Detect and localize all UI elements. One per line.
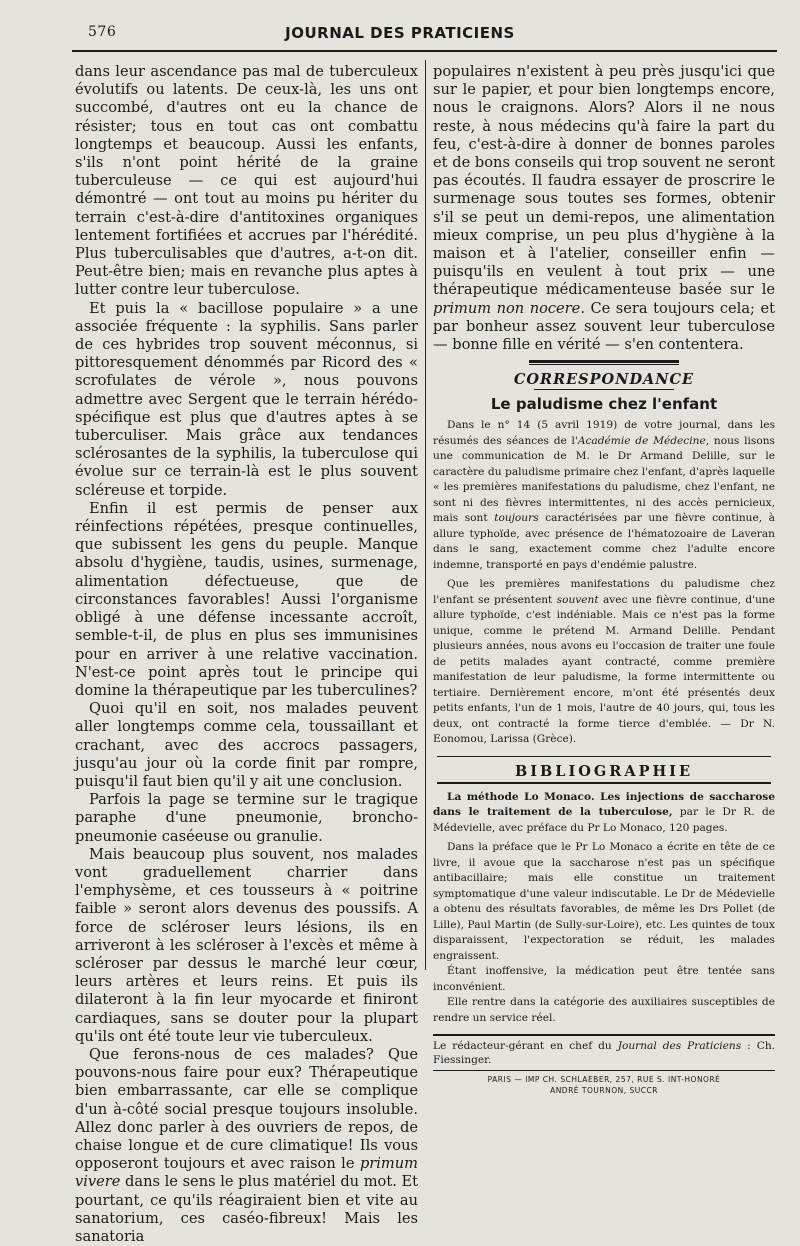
para1-italic-1: Académie de Médecine: [577, 434, 706, 447]
para2-text-a: Que les premières manifestations du paludisme chez l'enfant se présentent: [433, 578, 775, 606]
editor-credit-text-a: Le rédacteur-gérant en chef du: [433, 1040, 618, 1053]
header-rule: [72, 50, 777, 52]
page-number: 576: [88, 24, 117, 40]
left-paragraph-6: Mais beaucoup plus souvent, nos malades vont graduellement charrier dans l'emphysème, et ces tousseurs à « poitrine faible » seront alors devenus des poussifs. A force de scléroser leurs lésions, ils en arriveront à les scléroser à l'excès et même à scléroser par dessus le marché leur cœur, leurs artères et leurs reins. Et puis ils dilateront à la fin leur myocarde et finiront cardiaques, sans se douter pour la plupart qu'ils ont été toute leur vie tuberculeux.: [75, 845, 418, 1045]
left-paragraph-1: dans leur ascendance pas mal de tuberculeux évolutifs ou latents. De ceux-là, les uns ont succombé, d'autres ont eu la chance de résister; tous en tout cas ont combattu longtemps et beaucoup. Aussi les enfants, s'ils n'ont point hérité de la graine tuberculeuse — ce qui est aujourd'hui démontré — ont tout au moins pu hériter du terrain c'est-à-dire d'antitoxines organiques lentement fortifiées et accrues par l'hérédité. Plus tuberculisables que d'autres, a-t-on dit. Peut-être bien; mais en revanche plus aptes à lutter contre leur tuberculose.: [75, 63, 418, 299]
continuation-text-a: populaires n'existent à peu près jusqu'ici que sur le papier, et pour bien longtemps encore, nous le craignons. Alors? Alors il ne nous reste, à nous médecins qu'à faire la part du feu, c'est-à-dire à donner de bonnes paroles et de bons conseils qui trop souvent ne seront pas écoutés. Il faudra essayer de proscrire le surmenage sous toutes ses formes, obtenir s'il se peut un demi-repos, une alimentation mieux comprise, un peu plus d'hygiène à la maison et à l'atelier, conseiller enfin — puisqu'ils en veulent à tout prix — une thérapeutique médicamenteuse basée sur le: [433, 63, 775, 299]
printer-imprint: [433, 1074, 775, 1096]
printer-line-1: PARIS — IMP CH. SCHLAEBER, 257, RUE S. INT-HONORÉ: [487, 1075, 721, 1085]
section-heading: CORRESPONDANCE: [513, 371, 695, 389]
left-column: [75, 63, 418, 1246]
left-paragraph-5: Parfois la page se termine sur le tragique paraphe d'une pneumonie, broncho-pneumonie caséeuse ou granulie.: [75, 791, 418, 845]
left-paragraph-7: [75, 1046, 418, 1246]
para1-italic-2: toujours: [494, 512, 539, 525]
credit-rule: [433, 1070, 775, 1071]
bibliography-paragraph-1: Dans la préface que le Pr Lo Monaco a écrite en tête de ce livre, il avoue que la saccharose n'est pas un spécifique antibacillaire; mais elle constitue un traitement symptomatique d'une valeur indiscutable. Le Dr de Médevielle a obtenu des résultats favorables, de même les Drs Pollet (de Lille), Paul Martin (de Sully-sur-Loire), etc. Les quintes de toux disparaissent, l'expectoration se réduit, les malades engraissent.: [433, 841, 775, 962]
correspondence-paragraph-1: [433, 418, 775, 573]
para1-text-b: , nous lisons une communication de M. le Dr Armand Delille, sur le caractère du paludisme primaire chez l'enfant, d'après laquelle « les premières manifestations du paludisme, chez l'enfant, ne sont ni des fièvres intermittentes, ni des accès pernicieux, mais sont: [433, 434, 775, 525]
left-paragraph-7-italic: primum vivere: [75, 1155, 418, 1191]
bibliography-entry-title: La méthode Lo Monaco. Les injections de saccharose dans le traitement de la tuberculose,: [433, 790, 775, 819]
footer-rule: [433, 1034, 775, 1036]
column-divider: [425, 60, 426, 970]
right-column: [433, 63, 775, 1096]
running-title: JOURNAL DES PRATICIENS: [285, 24, 515, 42]
para1-text-c: caractérisées par une fièvre continue, à allure typhoïde, avec présence de l'hématozoaire de Laveran dans le sang, exactement comme chez l'adulte encore indemne, transporté en pays d'endémie palustre.: [433, 512, 775, 571]
bibliography-entry: [433, 790, 775, 837]
bibliography-entry-author: par le Dr R. de Médevielle, avec préface du Pr Lo Monaco, 120 pages.: [433, 806, 776, 834]
left-paragraph-2: Et puis la « bacillose populaire » a une associée fréquente : la syphilis. Sans parler de ces hybrides trop souvent méconnus, si pittoresquement dénommés par Ricord des « scrofulates de vérole », nous pouvons admettre avec Sergent que le terrain hérédo-spécifique est plus que d'autres aptes à se tuberculiser. Mais grâce aux tendances sclérosantes de la syphilis, la tuberculose qui évolue sur ce terrain-là est le plus souvent scléreuse et torpide.: [75, 299, 418, 499]
bibliography-top-rule: [437, 756, 771, 757]
para1-text-a: Dans le n° 14 (5 avril 1919) de votre journal, dans les résumés des séances de l': [433, 419, 775, 447]
para2-text-b: avec une fièvre continue, d'une allure typhoïde, c'est indéniable. Mais ce n'est pas la forme unique, comme le prétend M. Armand Delille. Pendant plusieurs années, nous avons eu l'occasion de traiter une foule de petits malades ayant contracté, comme première manifestation de leur paludisme, la forme intermittente ou tertiaire. Dernièrement encore, m'ont été présentés deux petits enfants, l'un de 1 mois, l'autre de 40 jours, qui, tous les deux, ont contracté la forme tierce d'emblée. — Dr N. Eonomou, Larissa (Grèce).: [433, 593, 775, 746]
article-title: Le paludisme chez l'enfant: [490, 395, 718, 414]
bibliography-heading-rule: [437, 782, 771, 784]
editor-credit-text-b: : Ch. Fiessinger.: [433, 1040, 776, 1067]
bibliography-heading: BIBLIOGRAPHIE: [514, 762, 694, 780]
printer-line-2: ANDRÉ TOURNON, SUCCR: [550, 1086, 658, 1096]
editor-credit-italic: Journal des Praticiens: [617, 1040, 742, 1053]
para2-italic: souvent: [556, 593, 599, 606]
right-continuation-paragraph: [433, 63, 775, 354]
left-paragraph-3: Enfin il est permis de penser aux réinfections répétées, presque continuelles, que subissent les gens du peuple. Manque absolu d'hygiène, taudis, usines, surmenage, alimentation défectueuse, que de circonstances favorables! Aussi l'organisme obligé à une défense incessante accroît, semble-t-il, de plus en plus ses immunisines pour en arriver à une relative vaccination. N'est-ce point après tout le principe qui domine la thérapeutique par les tuberculines?: [75, 499, 418, 699]
left-paragraph-4: Quoi qu'il en soit, nos malades peuvent aller longtemps comme cela, toussaillant et crachant, avec des accrocs passagers, jusqu'au jour où la corde finit par rompre, puisqu'il faut bien qu'il y ait une conclusion.: [75, 700, 418, 790]
bibliography-paragraph-2: Étant inoffensive, la médication peut être tentée sans inconvénient.: [433, 965, 775, 993]
section-heading-underline: [534, 389, 674, 390]
correspondence-paragraph-2: [433, 577, 775, 748]
editor-credit: [433, 1039, 775, 1067]
left-paragraph-7-text-a: Que ferons-nous de ces malades? Que pouvons-nous faire pour eux? Thérapeutique bien embarrassante, car elle se complique d'un à-côté social presque toujours insoluble. Allez donc parler à des ouvriers de repos, de chaise longue et de cure climatique! Ils vous opposeront toujours et avec raison le: [75, 1045, 418, 1173]
continuation-text-b: . Ce sera toujours cela; et par bonheur assez souvent leur tuberculose — bonne fille en vérité — s'en contentera.: [433, 299, 775, 354]
left-paragraph-7-text-b: dans le sens le plus matériel du mot. Et pourtant, ce qu'ils réagiraient bien et vite au sanatorium, ces caséo-fibreux! Mais les sanatoria: [75, 1173, 418, 1245]
continuation-italic: primum non nocere: [433, 299, 581, 317]
bibliography-paragraph-3: Elle rentre dans la catégorie des auxiliaires susceptibles de rendre un service réel.: [433, 996, 775, 1024]
section-separator: [529, 360, 679, 365]
